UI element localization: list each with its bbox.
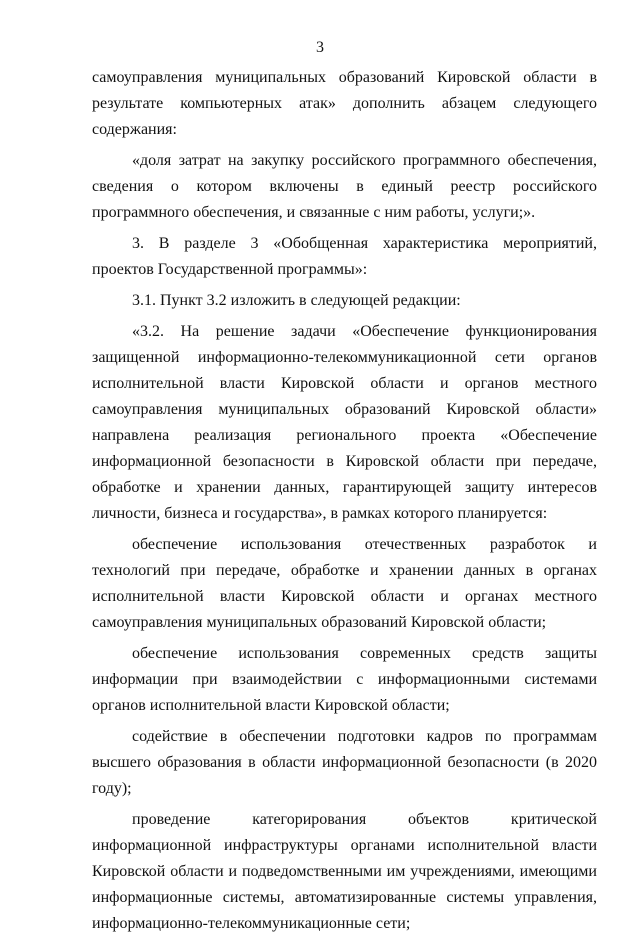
paragraph-9: проведение категорирования объектов критической информационной инфраструктуры органами исполнительной власти Кировской области и подведомственными им учреждениями, имеющими информационные системы, автоматизированные системы управления, информационно-телекоммуникационные сети; [92,811,597,932]
paragraph-1: самоуправления муниципальных образований Кировской области в результате компьютерных атак» дополнить абзацем следующего содержания: [92,69,597,138]
paragraph-8: содействие в обеспечении подготовки кадров по программам высшего образования в области информационной безопасности (в 2020 году); [92,728,597,797]
page-number: 3 [316,39,324,56]
paragraph-7: обеспечение использования современных средств защиты информации при взаимодействии с информационными системами органов исполнительной власти Кировской области; [92,645,597,714]
document-body [92,65,597,942]
paragraph-6: обеспечение использования отечественных разработок и технологий при передаче, обработке и хранении данных в органах исполнительной власти Кировской области и органах местного самоуправления муниципальных образований Кировской области; [92,536,597,631]
paragraph-4: 3.1. Пункт 3.2 изложить в следующей редакции: [132,292,461,309]
paragraph-2: «доля затрат на закупку российского программного обеспечения, сведения о котором включены в единый реестр российского программного обеспечения, и связанные с ним работы, услуги;». [92,152,597,221]
paragraph-3: 3. В разделе 3 «Обобщенная характеристика мероприятий, проектов Государственной программы»: [92,235,597,278]
paragraph-5: «3.2. На решение задачи «Обеспечение функционирования защищенной информационно-телекоммуникационной сети органов исполнительной власти Кировской области и органов местного самоуправления муниципальных образований Кировской области» направлена реализация регионального проекта «Обеспечение информационной безопасности в Кировской области при передаче, обработке и хранении данных, гарантирующей защиту интересов личности, бизнеса и государства», в рамках которого планируется: [92,323,597,522]
